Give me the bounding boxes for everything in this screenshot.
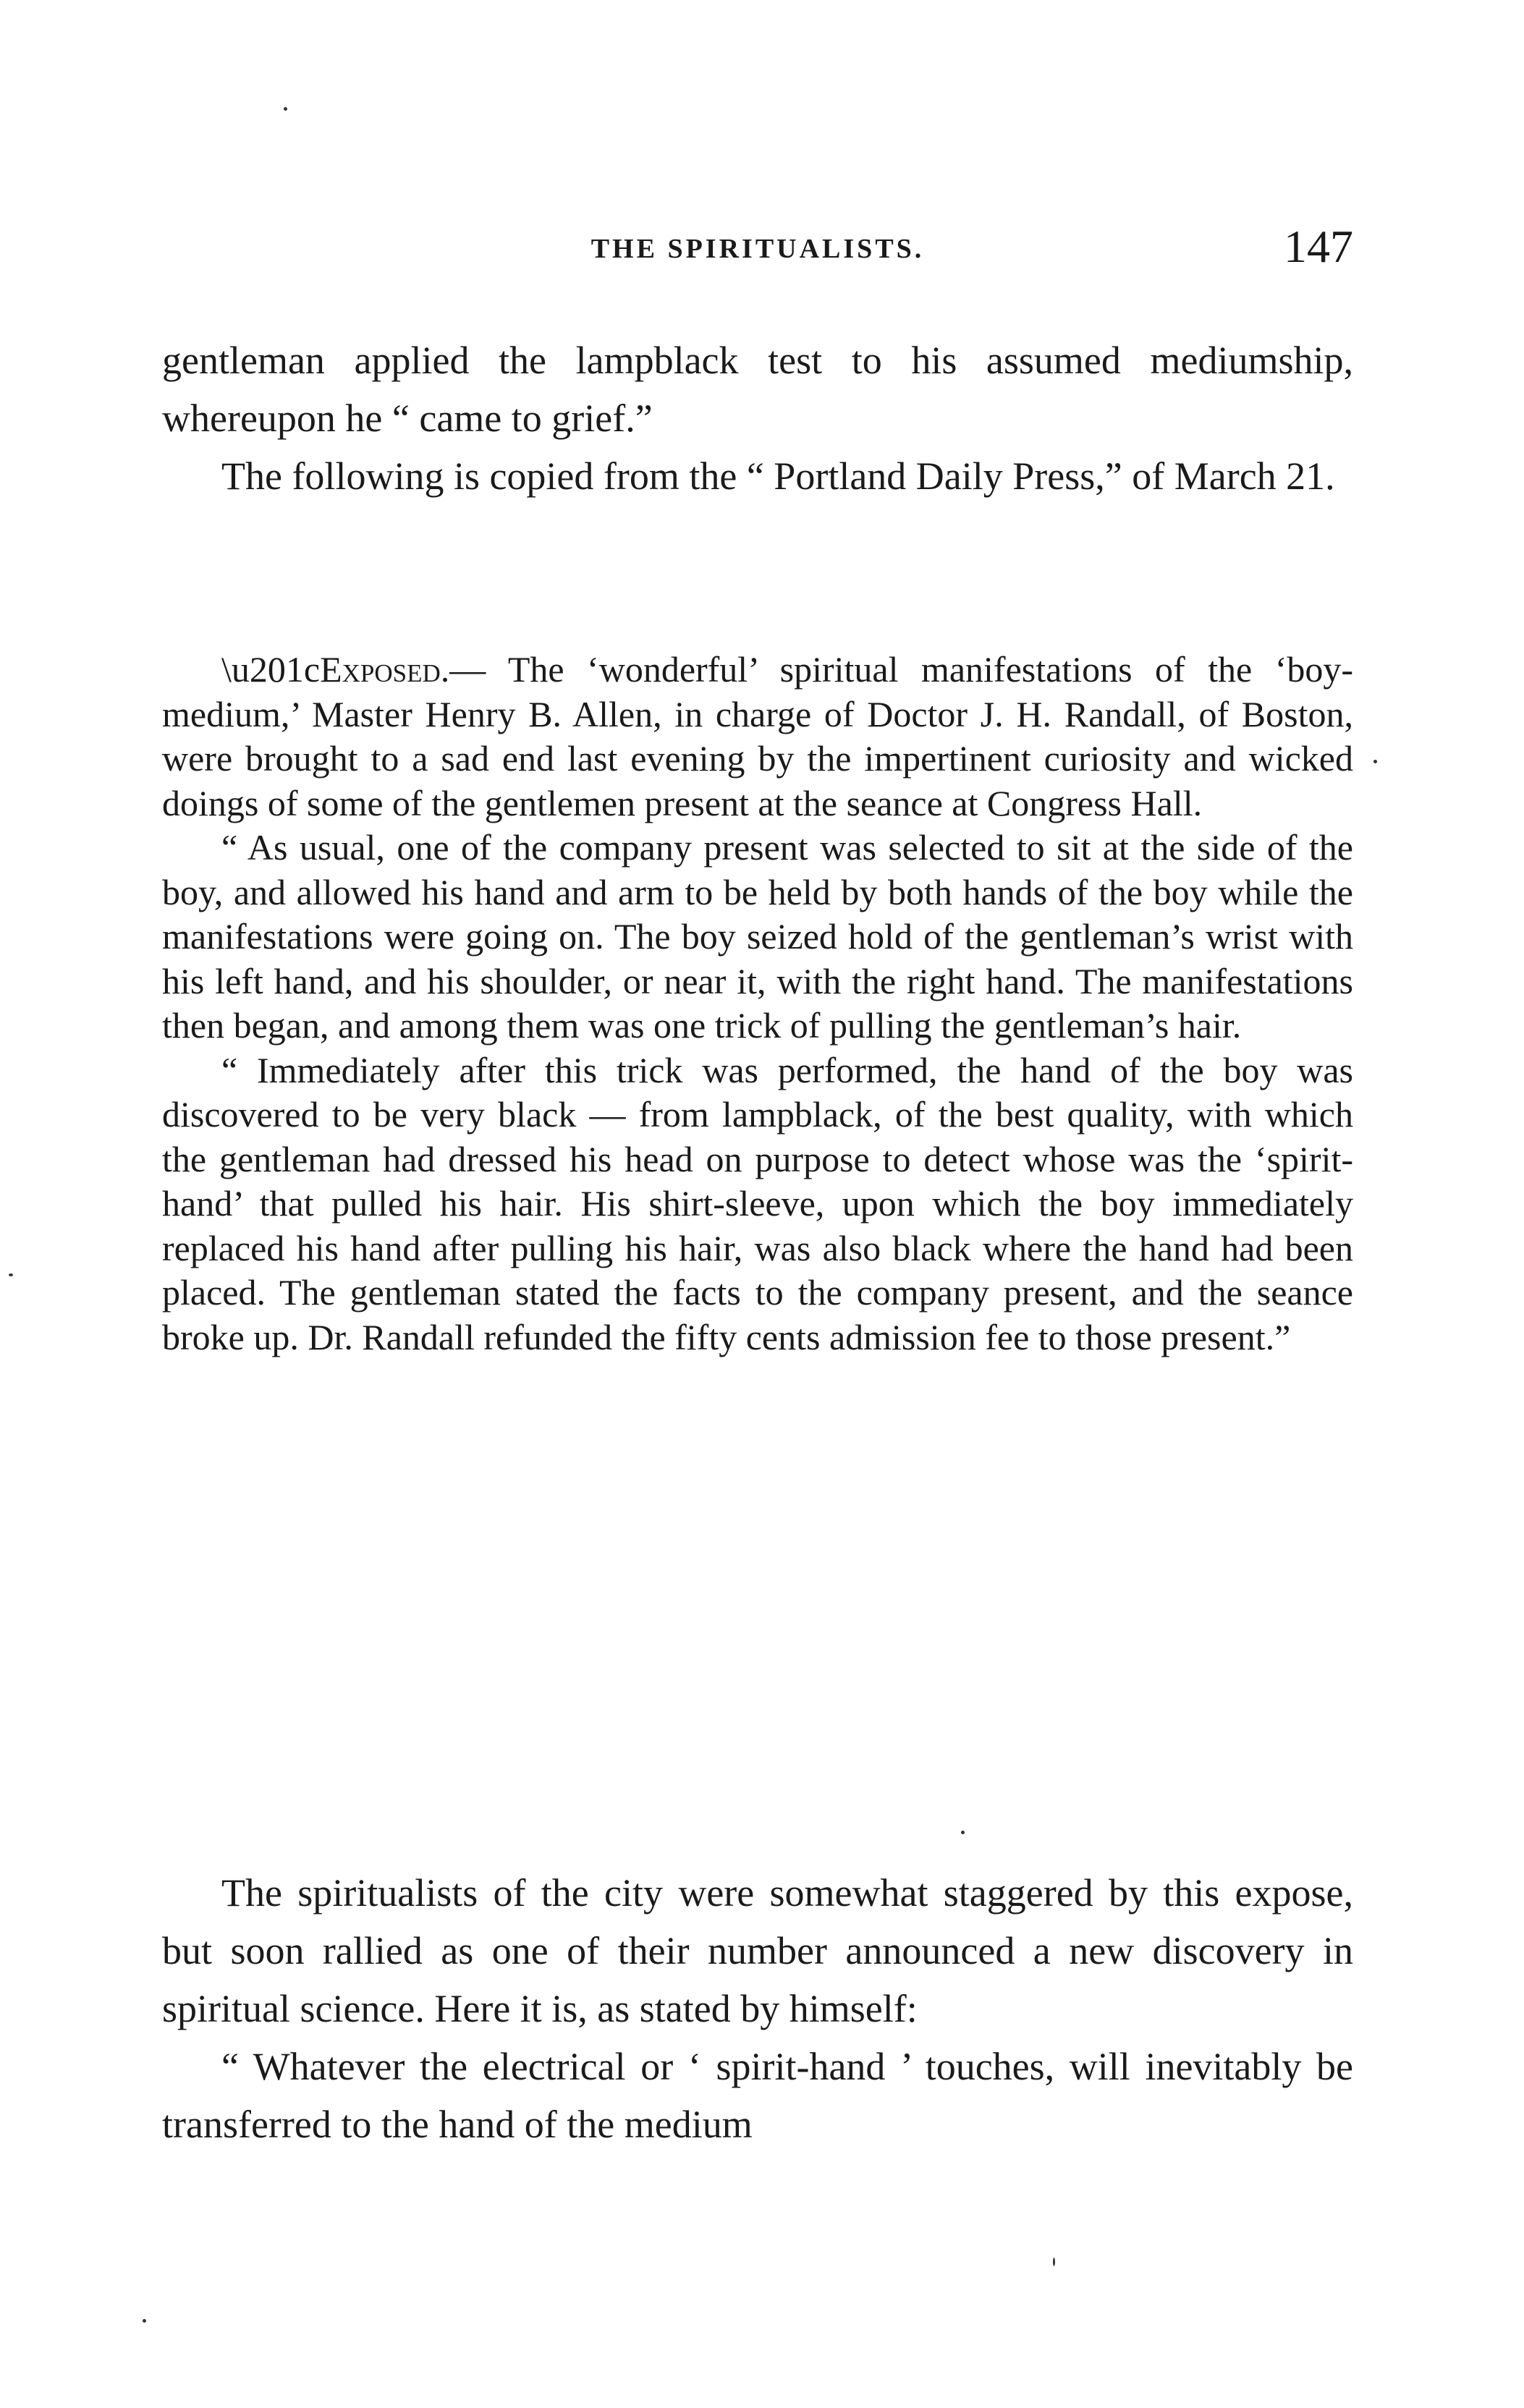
page-header	[162, 220, 1353, 285]
ink-speck	[1373, 760, 1377, 763]
ink-speck	[143, 2319, 146, 2323]
quote-paragraph-1: \u201cExposed.— The ‘wonderful’ spiritual manifestations of the ‘boy-medium,’ Master Henry B. Allen, in charge of Doctor J. H. Randall, of Boston, were brought to a sad end last evening by the impertinent curiosity and wicked doings of some of the gentlemen present at the seance at Congress Hall.	[162, 649, 1353, 823]
ink-speck	[1053, 2258, 1055, 2266]
newspaper-quote	[162, 648, 1353, 1360]
quote-paragraph-2: “ As usual, one of the company present was selected to sit at the side of the boy, and allowed his hand and arm to be held by both hands of the boy while the manifestations were going on. The boy seized hold of the gentleman’s wrist with his left hand, and his shoulder, or near it, with the right hand. The manifestations then began, and among them was one trick of pulling the gentleman’s hair.	[162, 827, 1353, 1046]
body-text-bottom	[162, 1864, 1353, 2153]
body-text-top	[162, 331, 1353, 505]
paragraph-quote-start: “ Whatever the electrical or ‘ spirit-hand ’ touches, will inevitably be transferred to the hand of the medium	[162, 2045, 1353, 2146]
running-head: THE SPIRITUALISTS.	[590, 234, 925, 264]
quote-paragraph-1-text: — The ‘wonderful’ spiritual manifestations of the ‘boy-medium,’ Master Henry B. Allen, in charge of Doctor J. H. Randall, of Boston, were brought to a sad end last evening by the impertinent curiosity and wicked doings of some of the gentlemen present at the seance at Congress Hall.	[162, 649, 1353, 823]
ink-speck	[961, 1831, 965, 1834]
page-number: 147	[1284, 221, 1353, 272]
paragraph-staggered: The spiritualists of the city were somewhat staggered by this expose, but soon rallied as one of their number announced a new discovery in spiritual science. Here it is, as stated by himself:	[162, 1871, 1353, 2030]
ink-speck	[284, 107, 287, 111]
paragraph-continuation: gentleman applied the lampblack test to his assumed mediumship, whereupon he “ came to grief.”	[162, 339, 1353, 440]
quote-lead: Exposed.	[320, 649, 450, 690]
paragraph-intro: The following is copied from the “ Portland Daily Press,” of March 21.	[221, 454, 1335, 498]
quote-paragraph-3: “ Immediately after this trick was performed, the hand of the boy was discovered to be very black — from lampblack, of the best quality, with which the gentleman had dressed his head on purpose to detect whose was the ‘spirit-hand’ that pulled his hair. His shirt-sleeve, upon which the boy immediately replaced his hand after pulling his hair, was also black where the hand had been placed. The gentleman stated the facts to the company present, and the seance broke up. Dr. Randall refunded the fifty cents admission fee to those present.”	[162, 1049, 1353, 1357]
ink-speck	[9, 1273, 13, 1276]
